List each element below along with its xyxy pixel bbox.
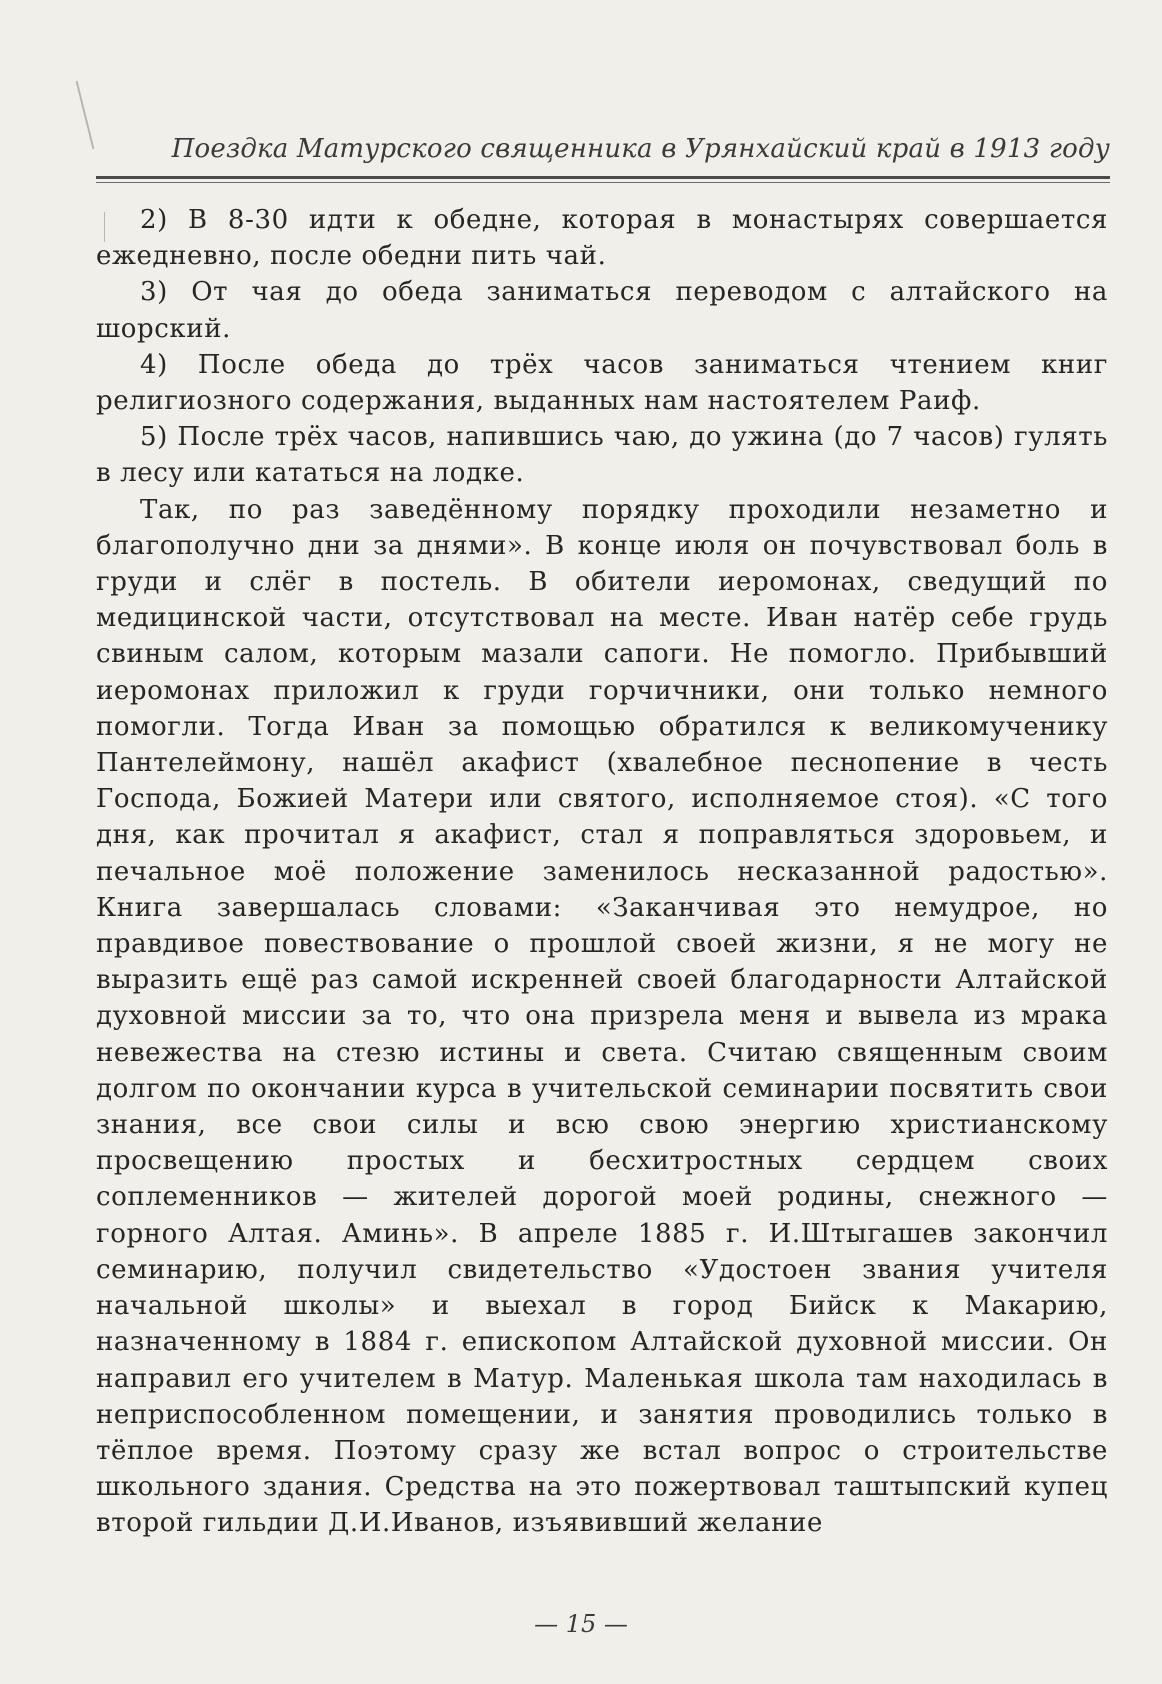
header-rule [96,176,1110,179]
paragraph-item-2: 2) В 8-30 идти к обедне, которая в монастырях совершается ежедневно, после обедни пить чай. [96,205,1108,272]
paragraph-main: Так, по раз заведённому порядку проходили незаметно и благополучно дни за днями». В конце июля он почувствовал боль в груди и слёг в постель. В обители иеромонах, сведущий по медицинской части, отсутствовал на месте. Иван натёр себе грудь свиным салом, которым мазали сапоги. Не помогло. Прибывший иеромонах приложил к груди горчичники, они только немного помогли. Тогда Иван за помощью обратился к великомученику Пантелеймону, нашёл акафист (хвалебное песнопение в честь Господа, Божией Матери или святого, исполняемое стоя). «С того дня, как прочитал я акафист, стал я поправляться здоровьем, и печальное моё положение заменилось несказанной радостью». Книга завершалась словами: «Заканчивая это немудрое, но правдивое повествование о прошлой своей жизни, я не могу не выразить ещё раз самой искренней своей благодарности Алтайской духовной миссии за то, что она призрела меня и вывела из мрака невежества на стезю истины и света. Считаю священным своим долгом по окончании курса в учительской семинарии посвятить свои знания, все свои силы и всю свою энергию христианскому просвещению простых и бесхитростных сердцем своих соплеменников — жителей дорогой моей родины, снежного — горного Алтая. Аминь». В апреле 1885 г. И.Штыгашев закончил семинарию, получил свидетельство «Удостоен звания учителя начальной школы» и выехал в город Бийск к Макарию, назначенному в 1884 г. епископом Алтайской духовной миссии. Он направил его учителем в Матур. Маленькая школа там находилась в неприспособленном помещении, и занятия проводились только в тёплое время. Поэтому сразу же встал вопрос о строительстве школьного здания. Средства на это пожертвовал таштыпский купец второй гильдии Д.И.Иванов, изъявивший желание [96,494,1108,1539]
page-edge-mark [76,81,95,149]
header-rule-secondary [96,182,1110,183]
running-header: Поездка Матурского священника в Урянхайский край в 1913 году [171,134,1110,164]
paragraph-item-3: 3) От чая до обеда заниматься переводом с алтайского на шорский. [96,277,1108,344]
paragraph-item-5: 5) После трёх часов, напившись чаю, до ужина (до 7 часов) гулять в лесу или кататься на лодке. [96,422,1108,489]
page-number: — 15 — [534,1610,628,1638]
paragraph-item-4: 4) После обеда до трёх часов заниматься чтением книг религиозного содержания, выданных нам настоятелем Раиф. [96,349,1108,417]
body-text [96,202,1108,1542]
